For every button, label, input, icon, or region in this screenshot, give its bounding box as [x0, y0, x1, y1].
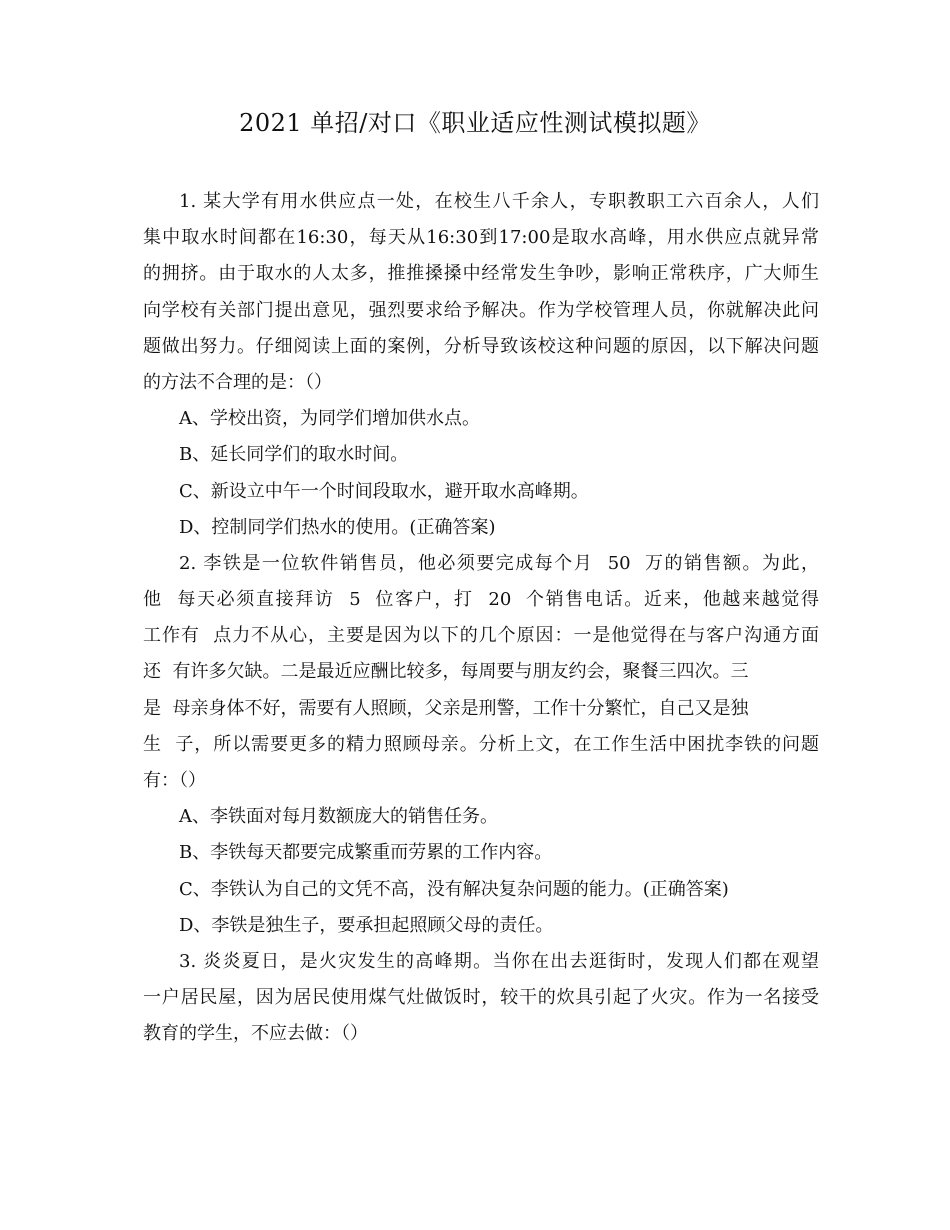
option-a: A、李铁面对每月数额庞大的销售任务。: [179, 806, 498, 828]
option-d-correct: D、控制同学们热水的使用。(正确答案): [179, 516, 496, 538]
question-stem-line: 他 每天必须直接拜访 5 位客户，打 20 个销售电话。近来，他越来越觉得: [143, 589, 819, 611]
question-stem-line: 教育的学生，不应去做：（）: [143, 1023, 368, 1045]
question-stem-line: 3. 炎炎夏日，是火灾发生的高峰期。当你在出去逛街时，发现人们都在观望: [179, 950, 819, 972]
question-stem-line: 集中取水时间都在16:30，每天从16:30到17:00是取水高峰，用水供应点就异常: [143, 227, 819, 249]
document-body: [143, 184, 819, 1053]
option-b: B、延长同学们的取水时间。: [179, 444, 409, 466]
question-stem-line: 一户居民屋，因为居民使用煤气灶做饭时，较干的炊具引起了火灾。作为一名接受: [143, 987, 819, 1009]
question-stem-line: 生 子，所以需要更多的精力照顾母亲。分析上文，在工作生活中困扰李铁的问题: [143, 733, 819, 755]
option-b: B、李铁每天都要完成繁重而劳累的工作内容。: [179, 842, 553, 864]
option-d: D、李铁是独生子，要承担起照顾父母的责任。: [179, 914, 554, 936]
question-stem-line: 向学校有关部门提出意见，强烈要求给予解决。作为学校管理人员，你就解决此问: [143, 299, 819, 321]
question-stem-line: 是 母亲身体不好，需要有人照顾，父亲是刑警，工作十分繁忙，自己又是独: [143, 697, 749, 719]
question-stem-line: 的拥挤。由于取水的人太多，推推搡搡中经常发生争吵，影响正常秩序，广大师生: [143, 263, 819, 285]
question-stem-line: 的方法不合理的是：（）: [143, 371, 332, 393]
document-title: 2021 单招/对口《职业适应性测试模拟题》: [239, 109, 711, 137]
question-stem-line: 2. 李铁是一位软件销售员，他必须要完成每个月 50 万的销售额。为此，: [179, 552, 819, 574]
question-1: [143, 184, 819, 546]
question-3: [143, 944, 819, 1053]
question-stem-line: 有：（）: [143, 770, 206, 791]
question-stem-line: 工作有 点力不从心，主要是因为以下的几个原因：一是他觉得在与客户沟通方面: [143, 625, 819, 647]
question-stem-line: 题做出努力。仔细阅读上面的案例，分析导致该校这种问题的原因，以下解决问题: [143, 335, 819, 357]
question-stem-line: 还 有许多欠缺。二是最近应酬比较多，每周要与朋友约会，聚餐三四次。三: [143, 661, 749, 683]
option-c-correct: C、李铁认为自己的文凭不高，没有解决复杂问题的能力。(正确答案): [179, 878, 729, 900]
option-c: C、新设立中午一个时间段取水，避开取水高峰期。: [179, 480, 589, 502]
option-a: A、学校出资，为同学们增加供水点。: [179, 408, 480, 430]
question-2: [143, 546, 819, 944]
question-stem-line: 1. 某大学有用水供应点一处，在校生八千余人，专职教职工六百余人，人们: [179, 191, 819, 212]
